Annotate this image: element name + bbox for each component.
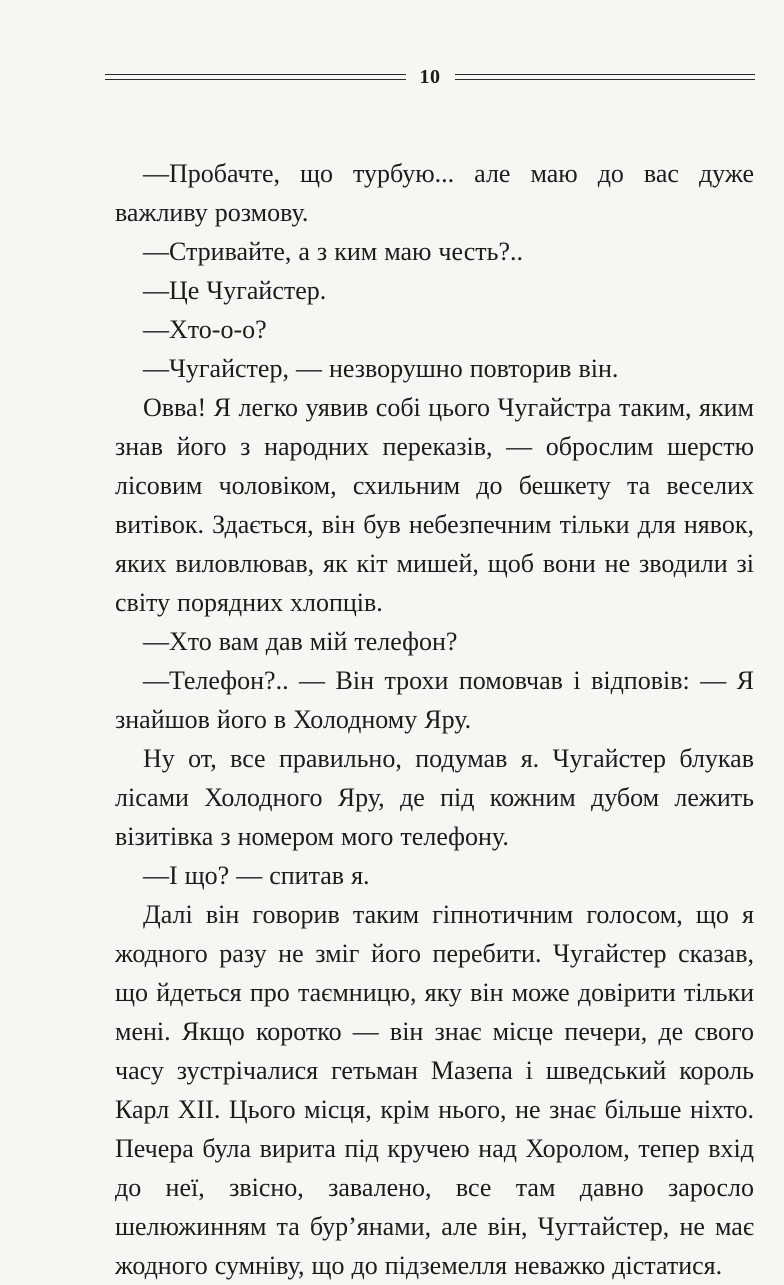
page-number: 10 <box>419 66 441 88</box>
paragraph: Ну от, все правильно, подумав я. Чугайстер блукав лісами Холодного Яру, де під кожним дубом лежить візитівка з номером мого телефону. <box>115 744 754 851</box>
page-header <box>105 62 755 92</box>
paragraph: —Стривайте, а з ким маю честь?.. <box>143 237 523 266</box>
paragraph: Овва! Я легко уявив собі цього Чугайстра таким, яким знав його з народних переказів, — оброслим шерстю лісовим чоловіком, схильним до бешкету та веселих витівок. Здається, він був небезпечним тільки для нявок, яких виловлював, як кіт мишей, щоб вони не зводили зі світу порядних хлопців. <box>115 393 754 617</box>
paragraph: —Це Чугайстер. <box>143 276 327 305</box>
paragraph: —Телефон?.. — Він трохи помовчав і відповів: — Я знайшов його в Холодному Яру. <box>115 666 754 734</box>
header-rule-left <box>105 74 406 80</box>
paragraph: —Чугайстер, — незворушно повторив він. <box>143 354 619 383</box>
header-rule-right <box>455 74 756 80</box>
paragraph: —Хто-о-о? <box>143 315 267 344</box>
body-text <box>115 154 754 1285</box>
paragraph: —Пробачте, що турбую... але маю до вас дуже важливу розмову. <box>115 159 754 227</box>
paragraph: —І що? — спитав я. <box>143 861 370 890</box>
paragraph: Далі він говорив таким гіпнотичним голосом, що я жодного разу не зміг його перебити. Чугайстер сказав, що йдеться про таємницю, яку він може довірити тільки мені. Якщо коротко — він знає місце печери, де свого часу зустрічалися гетьман Мазепа і шведський король Карл XII. Цього місця, крім нього, не знає більше ніхто. Печера була вирита під кручею над Хоролом, тепер вхід до неї, звісно, завалено, все там давно заросло шелюжинням та бур’янами, але він, Чугтайстер, не має жодного сумніву, що до підземелля неважко дістатися. <box>115 900 754 1280</box>
paragraph: —Хто вам дав мій телефон? <box>143 627 458 656</box>
